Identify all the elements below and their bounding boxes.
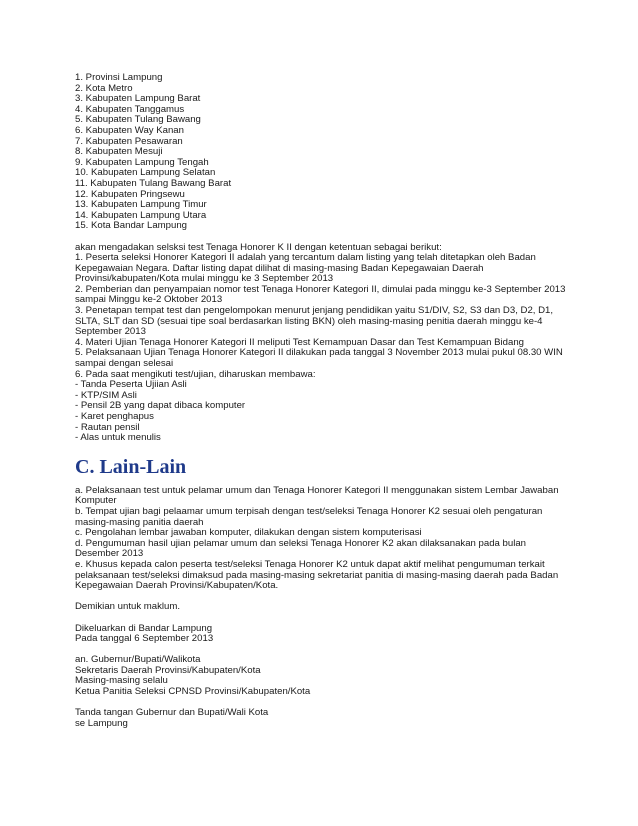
provision-line: - KTP/SIM Asli	[75, 389, 137, 401]
document-body	[75, 73, 565, 729]
signatory-line: Ketua Panitia Seleksi CPNSD Provinsi/Kabupaten/Kota	[75, 686, 311, 698]
provision-line: akan mengadakan selsksi test Tenaga Honorer K II dengan ketentuan sebagai berikut:	[75, 241, 442, 253]
section-heading: C. Lain-Lain	[75, 455, 187, 478]
other-line: a. Pelaksanaan test untuk pelamar umum dan Tenaga Honorer Kategori II menggunakan sistem Lembar Jawaban	[75, 484, 559, 496]
provision-line: sampai dengan selesai	[75, 358, 174, 370]
signatory-line: Masing-masing selalu	[75, 675, 168, 687]
region-item: 1. Provinsi Lampung	[75, 72, 163, 83]
provision-line: 5. Pelaksanaan Ujian Tenaga Honorer Kategori II dilakukan pada tanggal 3 November 2013 mulai pukul 08.30 WIN	[75, 347, 563, 359]
provision-line: Provinsi/kabupaten/Kota mulai minggu ke 3 September 2013	[75, 273, 334, 285]
provision-line: September 2013	[75, 326, 146, 338]
region-list	[75, 73, 565, 232]
other-line: Desember 2013	[75, 548, 144, 560]
signatory-block	[75, 655, 565, 697]
provision-line: 1. Peserta seleksi Honorer Kategori II adalah yang tercantum dalam listing yang telah ditetapkan oleh Badan	[75, 252, 536, 264]
other-line: pelaksanaan test/seleksi dimaksud pada masing-masing sekretariat panitia di masing-masing daerah pada Badan	[75, 569, 559, 581]
spacer	[75, 613, 565, 624]
other-line: b. Tempat ujian bagi pelaamar umum terpisah dengan test/seleksi Tenaga Honorer K2 sesuai oleh pengaturan	[75, 505, 543, 517]
closing-statement: Demikian untuk maklum.	[75, 601, 181, 613]
provision-line: 6. Pada saat mengikuti test/ujian, diharuskan membawa:	[75, 368, 316, 380]
region-item: 11. Kabupaten Tulang Bawang Barat	[75, 177, 232, 189]
provision-line: - Tanda Peserta Ujiian Asli	[75, 379, 187, 391]
provision-line: 4. Materi Ujian Tenaga Honorer Kategori II meliputi Test Kemampuan Dasar dan Test Kemampuan Bidang	[75, 336, 525, 348]
region-item: 8. Kabupaten Mesuji	[75, 146, 163, 158]
provision-line: Kepegawaian Negara. Daftar listing dapat dilihat di masing-masing Badan Kepegawaian Daerah	[75, 262, 484, 274]
region-item: 5. Kabupaten Tulang Bawang	[75, 114, 201, 126]
region-item: 15. Kota Bandar Lampung	[75, 220, 188, 232]
provision-line: SLTA, SLT dan SD (sesuai tipe soal berdasarkan listing BKN) oleh masing-masing penitia daerah minggu ke-4	[75, 315, 543, 327]
provision-line: 2. Pemberian dan penyampaian nomor test Tenaga Honorer Kategori II, dimulai pada minggu ke-3 September 2013	[75, 283, 566, 295]
issue-date: Pada tanggal 6 September 2013	[75, 633, 214, 645]
provision-line: 3. Penetapan tempat test dan pengelompokan menurut jenjang pendidikan yaitu S1/DIV, S2, S3 dan D3, D2, D1,	[75, 305, 554, 317]
other-line: c. Pengolahan lembar jawaban komputer, dilakukan dengan sistem komputerisasi	[75, 527, 422, 539]
region-item: 12. Kabupaten Pringsewu	[75, 188, 185, 200]
test-provisions	[75, 243, 565, 444]
region-item: 13. Kabupaten Lampung Timur	[75, 199, 207, 211]
region-item: 6. Kabupaten Way Kanan	[75, 124, 184, 136]
region-item: 9. Kabupaten Lampung Tengah	[75, 156, 209, 168]
issue-info	[75, 624, 565, 645]
region-item: 7. Kabupaten Pesawaran	[75, 135, 183, 147]
provision-line: - Alas untuk menulis	[75, 432, 161, 444]
issue-place: Dikeluarkan di Bandar Lampung	[75, 622, 213, 634]
other-line: Kepegawaian Daerah Provinsi/Kabupaten/Kota.	[75, 580, 279, 592]
provision-line: - Rautan pensil	[75, 421, 140, 433]
signatory-line: an. Gubernur/Bupati/Walikota	[75, 654, 201, 666]
provision-line: sampai Minggu ke-2 Oktober 2013	[75, 294, 223, 306]
other-line: Komputer	[75, 495, 117, 507]
region-item: 2. Kota Metro	[75, 82, 133, 94]
region-item: 10. Kabupaten Lampung Selatan	[75, 167, 216, 179]
region-item: 14. Kabupaten Lampung Utara	[75, 209, 207, 221]
signature-line: Tanda tangan Gubernur dan Bupati/Wali Kota	[75, 707, 269, 719]
other-line: d. Pengumuman hasil ujian pelamar umum dan seleksi Tenaga Honorer K2 akan dilaksanakan pada bulan	[75, 537, 527, 549]
provision-line: - Karet penghapus	[75, 411, 154, 422]
region-item: 3. Kabupaten Lampung Barat	[75, 93, 201, 105]
other-provisions	[75, 486, 565, 592]
provision-line: - Pensil 2B yang dapat dibaca komputer	[75, 400, 246, 412]
other-line: masing-masing panitia daerah	[75, 516, 204, 528]
signature-block	[75, 708, 565, 729]
region-item: 4. Kabupaten Tanggamus	[75, 103, 185, 115]
signature-line: se Lampung	[75, 717, 128, 729]
signatory-line: Sekretaris Daerah Provinsi/Kabupaten/Kota	[75, 664, 261, 676]
other-line: e. Khusus kepada calon peserta test/seleksi Tenaga Honorer K2 untuk dapat aktif melihat pengumuman terkait	[75, 558, 545, 570]
spacer	[75, 232, 565, 243]
